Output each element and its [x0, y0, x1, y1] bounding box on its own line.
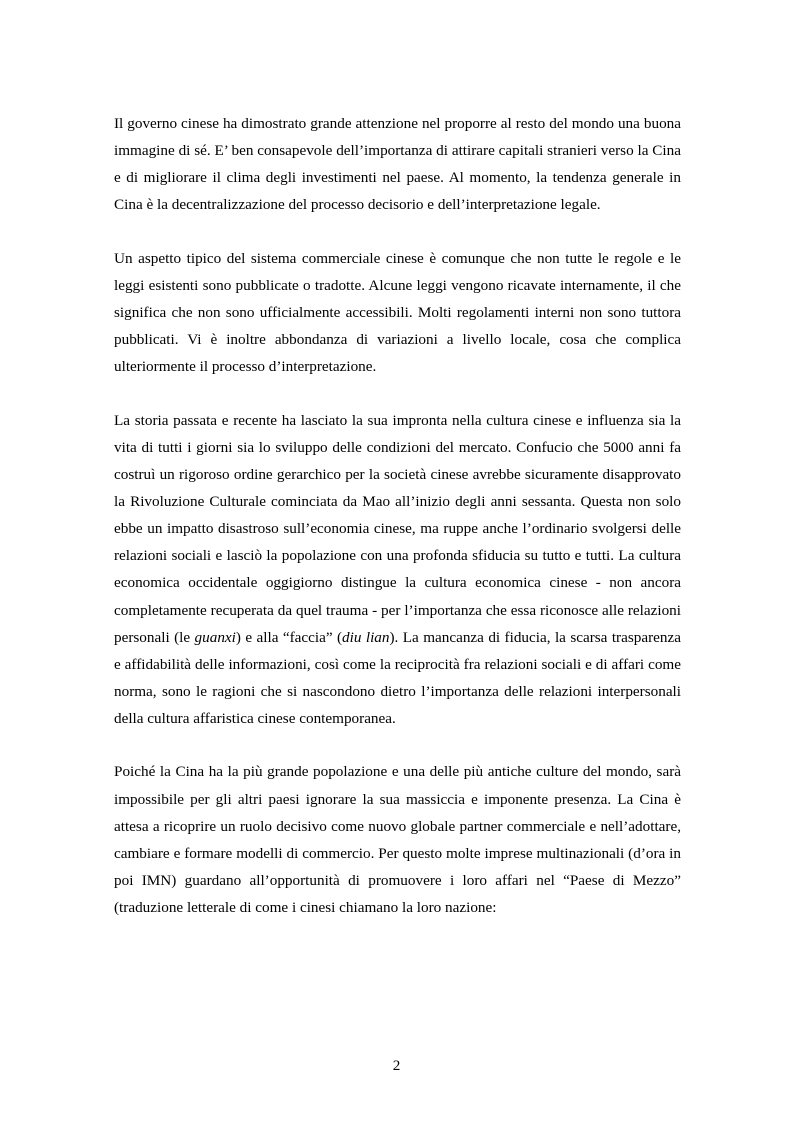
body-text: [114, 110, 681, 921]
paragraph: [114, 245, 681, 380]
paragraph: [114, 110, 681, 218]
italic-term: diu lian: [342, 628, 390, 646]
paragraph: [114, 758, 681, 921]
text-run: ). La mancanza di fiducia, la scarsa trasparenza e affidabilità delle informazioni, così come la reciprocità fra relazioni sociali e di affari come norma, sono le ragioni che si nascondono dietro l’importanza delle relazioni interpersonali della cultura affaristica cinese contemporanea.: [114, 628, 681, 727]
text-run: Il governo cinese ha dimostrato grande attenzione nel proporre al resto del mondo una buona immagine di sé. E’ ben consapevole dell’importanza di attirare capitali stranieri verso la Cina e di migliorare il clima degli investimenti nel paese. Al momento, la tendenza generale in Cina è la decentralizzazione del processo decisorio e dell’interpretazione legale.: [114, 115, 681, 214]
italic-term: guanxi: [194, 628, 236, 646]
text-run: Un aspetto tipico del sistema commerciale cinese è comunque che non tutte le regole e le leggi esistenti sono pubblicate o tradotte. Alcune leggi vengono ricavate internamente, il che significa che non sono ufficialmente accessibili. Molti regolamenti interni non sono tuttora pubblicati. Vi è inoltre abbondanza di variazioni a livello locale, cosa che complica ulteriormente il processo d’interpretazione.: [114, 249, 681, 376]
text-run: Poiché la Cina ha la più grande popolazione e una delle più antiche culture del mondo, sarà impossibile per gli altri paesi ignorare la sua massiccia e imponente presenza. La Cina è attesa a ricoprire un ruolo decisivo come nuovo globale partner commerciale e nell’adottare, cambiare e formare modelli di commercio. Per questo molte imprese multinazionali (d’ora in poi IMN) guardano all’opportunità di promuovere i loro affari nel “Paese di Mezzo” (traduzione letterale di come i cinesi chiamano la loro nazione:: [114, 763, 681, 916]
page-number: 2: [392, 1057, 401, 1074]
paragraph: [114, 407, 681, 732]
text-run: La storia passata e recente ha lasciato la sua impronta nella cultura cinese e influenza sia la vita di tutti i giorni sia lo sviluppo delle condizioni del mercato. Confucio che 5000 anni fa costruì un rigoroso ordine gerarchico per la società cinese avrebbe sicuramente disapprovato la Rivoluzione Culturale cominciata da Mao all’inizio degli anni sessanta. Questa non solo ebbe un impatto disastroso sull’economia cinese, ma ruppe anche l’ordinario svolgersi delle relazioni sociali e lasciò la popolazione con una profonda sfiducia su tutto e tutti. La cultura economica occidentale oggigiorno distingue la cultura economica cinese - non ancora completamente recuperata da quel trauma - per l’importanza che essa riconosce alle relazioni personali (le: [114, 411, 681, 646]
text-run: ) e alla “faccia” (: [235, 628, 343, 646]
